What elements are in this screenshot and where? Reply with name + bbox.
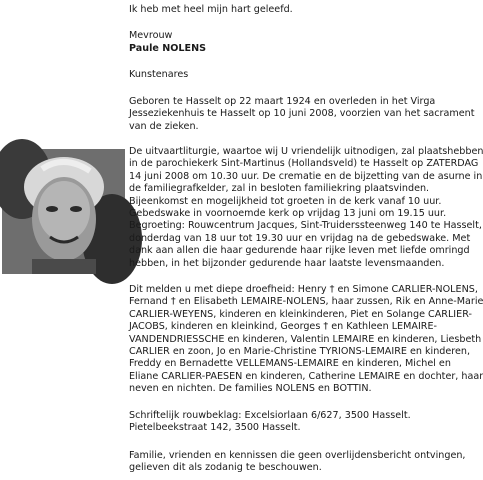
family-line: CARLIER-WEYENS, kinderen en kleinkinderen, Piet en Solange CARLIER- — [129, 308, 472, 320]
funeral-line: donderdag van 18 uur tot 19.30 uur en vrijdag na de gebedswake. Met — [129, 232, 471, 244]
family-line: Eliane CARLIER-PAESEN en kinderen, Catherine LEMAIRE en dochter, haar — [129, 370, 483, 382]
family-line: Dit melden u met diepe droefheid: Henry † en Simone CARLIER-NOLENS, — [129, 284, 478, 295]
condolence-line: Schriftelijk rouwbeklag: Excelsiorlaan 6/627, 3500 Hasselt. — [129, 410, 411, 421]
birth-line: van de zieken. — [129, 120, 199, 132]
funeral-line: Begroeting: Rouwcentrum Jacques, Sint-Truiderssteenweg 140 te Hasselt, — [129, 220, 482, 232]
funeral-line: hebben, in het bijzonder gedurende haar laatste levensmaanden. — [129, 257, 445, 269]
funeral-line: Bijeenkomst en mogelijkheid tot groeten in de kerk vanaf 10 uur. — [129, 195, 442, 207]
funeral-line: De uitvaartliturgie, waartoe wij U vriendelijk uitnodigen, zal plaatshebben — [129, 146, 483, 157]
funeral-line: de familiegrafkelder, zal in besloten familiekring plaatsvinden. — [129, 183, 430, 195]
family-paragraph — [129, 284, 483, 396]
closing-line: gelieven dit als zodanig te beschouwen. — [129, 462, 322, 474]
family-line: neven en nichten. De families NOLENS en BOTTIN. — [129, 383, 372, 395]
birth-line: Jesseziekenhuis te Hasselt op 10 juni 2008, voorzien van het sacrament — [129, 108, 475, 120]
opening-line: Ik heb met heel mijn hart geleefd. — [129, 4, 293, 15]
portrait-photo — [2, 149, 125, 274]
birth-line: Geboren te Hasselt op 22 maart 1924 en overleden in het Virga — [129, 96, 436, 107]
closing-paragraph — [129, 450, 466, 475]
family-line: Freddy en Bernadette VELLEMANS-LEMAIRE en kinderen, Michel en — [129, 358, 451, 370]
birth-paragraph — [129, 96, 475, 133]
family-line: CARLIER en zoon, Jo en Marie-Christine TYRIONS-LEMAIRE en kinderen, — [129, 346, 471, 358]
deceased-name: Paule NOLENS — [129, 43, 207, 54]
funeral-line: 14 juni 2008 om 10.30 uur. De crematie en de bijzetting van de asurne in — [129, 170, 483, 182]
closing-line: Familie, vrienden en kennissen die geen overlijdensbericht ontvingen, — [129, 450, 466, 461]
funeral-line: dank aan allen die haar gedurende haar rijke leven met liefde omringd — [129, 245, 470, 257]
funeral-paragraph — [129, 146, 483, 270]
family-line: JACOBS, kinderen en kleinkind, Georges † en Kathleen LEMAIRE- — [129, 321, 437, 333]
funeral-line: Gebedswake in voornoemde kerk op vrijdag 13 juni om 19.15 uur. — [129, 208, 447, 220]
condolence-paragraph — [129, 410, 441, 435]
condolence-line: Pietelbeekstraat 142, 3500 Hasselt. — [129, 422, 301, 434]
family-line: Fernand † en Elisabeth LEMAIRE-NOLENS, haar zussen, Rik en Anne-Marie — [129, 296, 483, 308]
salutation: Mevrouw — [129, 30, 173, 41]
profession: Kunstenares — [129, 69, 189, 80]
family-line: VANDENDRIESSCHE en kinderen, Valentin LEMAIRE en kinderen, Liesbeth — [129, 333, 482, 345]
funeral-line: in de parochiekerk Sint-Martinus (Hollandsveld) te Hasselt op ZATERDAG — [129, 158, 479, 170]
